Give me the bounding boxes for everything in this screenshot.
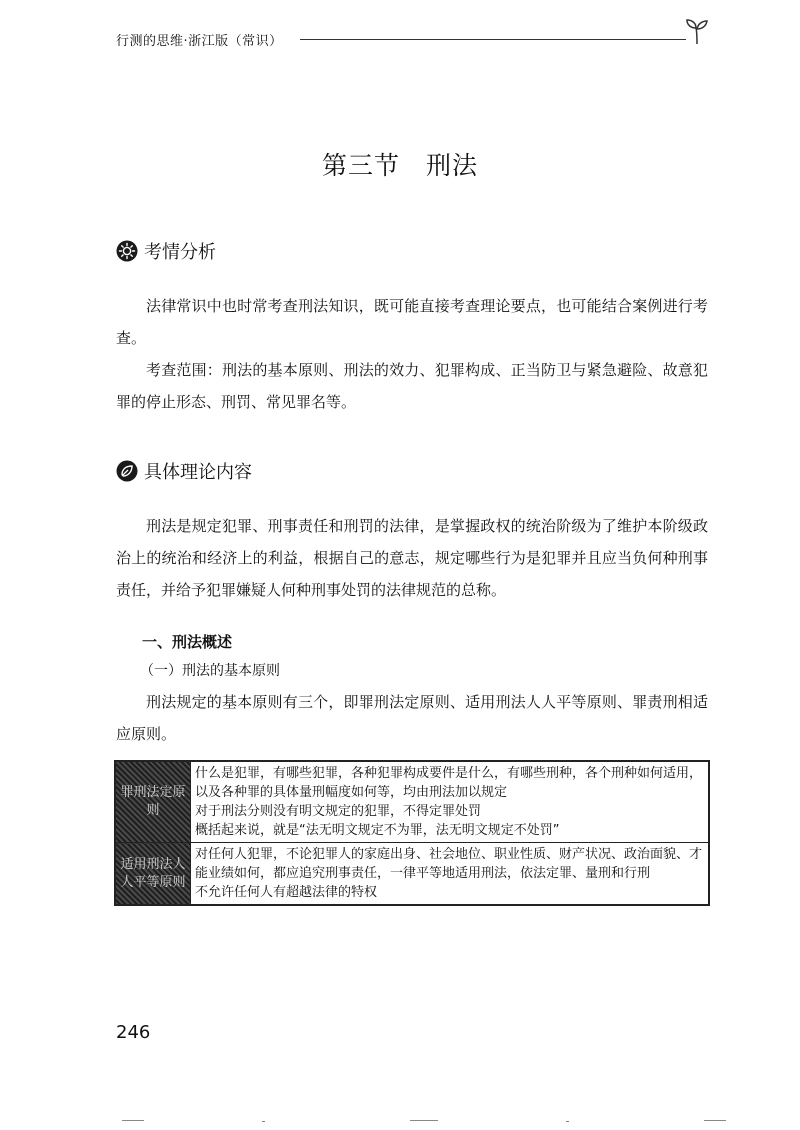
paragraph: 法律常识中也时常考查刑法知识，既可能直接考查理论要点，也可能结合案例进行考查。: [116, 297, 708, 347]
sun-icon: [116, 240, 138, 262]
section-heading-analysis: [116, 238, 216, 264]
table-row-content: [191, 843, 710, 906]
table-line: 不允许任何人有超越法律的特权: [195, 885, 378, 900]
sprout-icon: [683, 16, 711, 46]
table-line: 对于刑法分则没有明文规定的犯罪，不得定罪处罚: [195, 804, 482, 819]
heading-level2: （一）刑法的基本原则: [140, 663, 280, 679]
header-rule: [300, 39, 686, 40]
paragraph: 考查范围：刑法的基本原则、刑法的效力、犯罪构成、正当防卫与紧急避险、故意犯罪的停止形态、刑罚、常见罪名等。: [116, 361, 708, 411]
running-header: 行测的思维·浙江版（常识）: [116, 34, 283, 49]
paragraph: 刑法规定的基本原则有三个，即罪刑法定原则、适用刑法人人平等原则、罪责刑相适应原则。: [116, 693, 708, 743]
table-row-label: 适用刑法人人平等原则: [115, 843, 191, 906]
section-title: 具体理论内容: [144, 462, 252, 483]
chapter-title: 第三节 刑法: [321, 151, 478, 180]
table-row-content: [191, 761, 710, 843]
table-line: 什么是犯罪，有哪些犯罪，各种犯罪构成要件是什么，有哪些刑种，各个刑种如何适用，以及各种罪的具体量刑幅度如何等，均由刑法加以规定: [195, 766, 703, 800]
principles-table: [114, 760, 710, 906]
table-row-label: 罪刑法定原则: [115, 761, 191, 843]
leaf-icon: [116, 460, 138, 482]
section-heading-theory: [116, 458, 252, 484]
table-row: [115, 843, 709, 906]
scan-marks: [0, 1118, 800, 1126]
paragraph: 刑法是规定犯罪、刑事责任和刑罚的法律，是掌握政权的统治阶级为了维护本阶级政治上的统治和经济上的利益，根据自己的意志，规定哪些行为是犯罪并且应当负何种刑事责任，并给予犯罪嫌疑人何种刑事处罚的法律规范的总称。: [116, 517, 708, 599]
table-row: [115, 761, 709, 843]
heading-level1: 一、刑法概述: [142, 633, 233, 651]
table-line: 对任何人犯罪，不论犯罪人的家庭出身、社会地位、职业性质、财产状况、政治面貌、才能业绩如何，都应追究刑事责任，一律平等地适用刑法，依法定罪、量刑和行刑: [195, 847, 703, 881]
table-line: 概括起来说，就是“法无明文规定不为罪，法无明文规定不处罚”: [195, 823, 560, 838]
section-title: 考情分析: [144, 242, 216, 263]
page-number: 246: [116, 1022, 151, 1043]
